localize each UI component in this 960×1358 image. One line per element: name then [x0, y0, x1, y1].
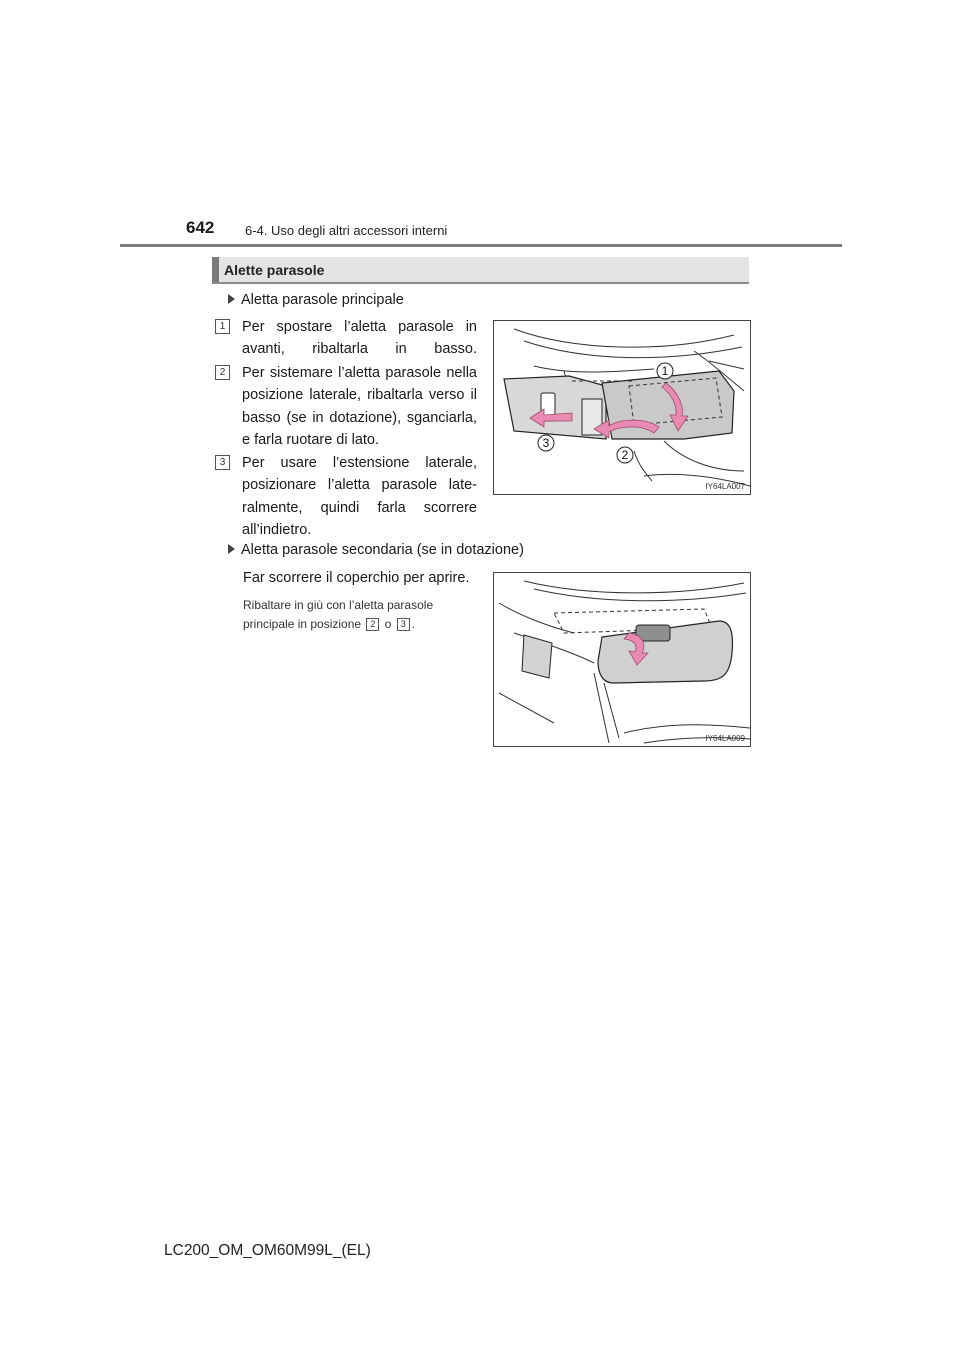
step-2 [215, 362, 477, 451]
callout-2: 2 [621, 448, 629, 462]
note-ref-2: 2 [366, 618, 379, 631]
callout-3: 3 [542, 436, 550, 450]
figure-code: IY64LA009 [705, 734, 745, 743]
step-1 [215, 316, 477, 361]
step-number: 3 [215, 455, 230, 470]
bullet-secondary-visor [228, 542, 524, 558]
heading-accent [212, 257, 219, 282]
step-text: Per spostare l’aletta parasole in avanti, ribaltarla in basso. [242, 319, 477, 358]
secondary-note [243, 596, 476, 634]
note-ref-3: 3 [397, 618, 410, 631]
triangle-bullet-icon [228, 544, 235, 554]
step-number: 2 [215, 365, 230, 380]
header-rule [120, 244, 842, 247]
sun-visor-illustration [494, 321, 750, 494]
figure-sun-visor-main [493, 320, 751, 495]
note-conjunction: o [384, 617, 392, 631]
callout-1: 1 [661, 364, 669, 378]
step-3 [215, 452, 477, 541]
secondary-instruction: Far scorrere il coperchio per aprire. [243, 570, 470, 586]
heading-bar [212, 257, 749, 284]
triangle-bullet-icon [228, 294, 235, 304]
step-text: Per usare l’estensione laterale, posizionare l’aletta parasole late-ralmente, quindi farla scorrere all’indietro. [242, 455, 477, 538]
note-text: Ribaltare in giù con l’aletta parasole principale in posizione [243, 598, 434, 631]
section-title: 6-4. Uso degli altri accessori interni [245, 223, 448, 238]
figure-code: IY64LA007 [705, 482, 745, 491]
page-number: 642 [186, 218, 215, 237]
secondary-visor-illustration [494, 573, 750, 746]
note-suffix: . [411, 617, 416, 631]
step-number: 1 [215, 319, 230, 334]
bullet-main-visor [228, 292, 404, 308]
bullet-main-visor-label: Aletta parasole principale [241, 292, 404, 308]
figure-sun-visor-secondary [493, 572, 751, 747]
bullet-secondary-visor-label: Aletta parasole secondaria (se in dotazione) [241, 542, 524, 558]
footer-doc-code: LC200_OM_OM60M99L_(EL) [164, 1242, 371, 1259]
heading-title: Alette parasole [224, 262, 325, 278]
step-text: Per sistemare l’aletta parasole nella posizione laterale, ribaltarla verso il basso (se in dotazione), sganciarla, e farla ruotare di lato. [242, 365, 477, 448]
